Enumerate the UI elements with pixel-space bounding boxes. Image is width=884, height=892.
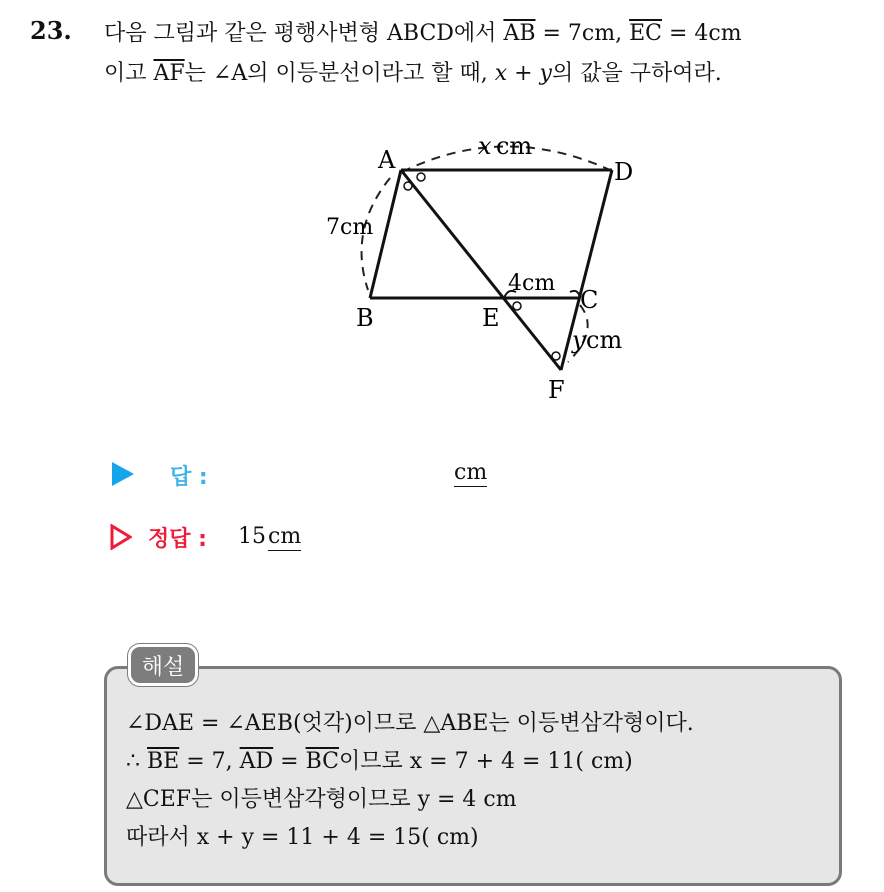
angle-mark <box>404 182 412 190</box>
question-line-2 <box>104 56 722 87</box>
explanation-text: 이므로 x = 7 + 4 = 11( cm) <box>339 749 633 774</box>
explanation-text: = 7, <box>179 749 240 774</box>
question-number: 23. <box>30 16 72 45</box>
label-a: A <box>378 146 396 174</box>
explanation-line-1: ∠DAE = ∠AEB(엇각)이므로 △ABE는 이등변삼각형이다. <box>126 711 694 736</box>
explanation-line-3: △CEF는 이등변삼각형이므로 y = 4 cm <box>126 787 517 812</box>
explanation-tab: 해설 <box>128 644 198 686</box>
question-text: = 4cm <box>662 21 742 46</box>
label-d: D <box>614 158 634 186</box>
explanation-line-2 <box>126 744 633 775</box>
label-c: C <box>580 286 599 314</box>
angle-mark <box>417 173 425 181</box>
correct-value <box>238 524 301 551</box>
segment-af: $\overline{AF}$ <box>153 61 185 86</box>
label-y: y <box>572 326 586 354</box>
label-b: B <box>356 304 374 332</box>
label-y-unit: cm <box>586 326 623 354</box>
correct-unit: cm <box>268 524 302 549</box>
label-4cm: 4cm <box>508 271 556 296</box>
correct-number: 15 <box>238 524 266 549</box>
segment-bc: $\overline{BC}$ <box>305 749 340 774</box>
question-text: 이고 <box>104 61 154 86</box>
correct-play-outline-icon <box>110 524 132 550</box>
question-text: 다음 그림과 같은 평행사변형 ABCD에서 <box>104 21 504 46</box>
angle-mark <box>552 352 560 360</box>
explanation-text: ∴ <box>126 749 147 774</box>
question-text: 의 값을 구하여라. <box>551 61 722 86</box>
explanation-box <box>104 666 842 886</box>
answer-blank-unit[interactable]: cm <box>454 460 488 485</box>
segment-ec: $\overline{EC}$ <box>629 21 662 46</box>
segment-ad: $\overline{AD}$ <box>239 749 274 774</box>
segment-ab: $\overline{AB}$ <box>503 21 536 46</box>
label-x-unit: cm <box>496 132 533 160</box>
label-7cm: 7cm <box>326 215 374 240</box>
segment-be: $\overline{BE}$ <box>147 749 180 774</box>
answer-play-icon <box>112 462 134 486</box>
angle-mark <box>513 302 521 310</box>
label-e: E <box>482 304 500 332</box>
question-text: 는 ∠A의 이등분선이라고 할 때, <box>184 61 495 86</box>
answer-label: 답 : <box>170 465 208 490</box>
correct-label: 정답 : <box>148 527 207 552</box>
explanation-line-4: 따라서 x + y = 11 + 4 = 15( cm) <box>126 825 479 850</box>
label-f: F <box>548 376 565 404</box>
explanation-text: = <box>273 749 306 774</box>
question-text: = 7cm, <box>535 21 630 46</box>
question-line-1 <box>104 16 742 47</box>
label-x: x <box>478 132 492 160</box>
side-ab <box>370 170 401 298</box>
expression-x-plus-y: x + y <box>494 61 552 86</box>
bisector-af <box>401 170 561 370</box>
parallelogram-figure <box>318 130 658 410</box>
